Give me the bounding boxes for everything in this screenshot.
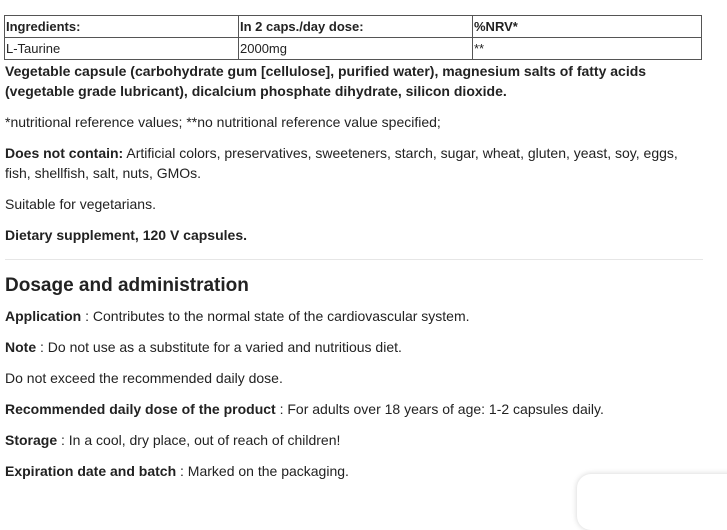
storage-label: Storage: [5, 432, 58, 448]
note-text: : Do not use as a substitute for a varied and nutritious diet.: [36, 339, 402, 355]
table-cell-dose: 2000mg: [239, 38, 473, 60]
recommended-dose-line: [5, 399, 703, 419]
table-header-row: [5, 16, 702, 38]
table-header-dose: In 2 caps./day dose:: [239, 16, 473, 38]
dosage-heading: Dosage and administration: [5, 275, 249, 296]
table-row: [5, 38, 702, 60]
expiration-label: Expiration date and batch: [5, 463, 177, 479]
table-cell-nrv: **: [473, 38, 702, 60]
vegetarian-note: Suitable for vegetarians.: [5, 196, 156, 212]
application-text: : Contributes to the normal state of the cardiovascular system.: [81, 308, 470, 324]
note-label: Note: [5, 339, 37, 355]
table-header-nrv: %NRV*: [473, 16, 702, 38]
does-not-contain-text: Artificial colors, preservatives, sweeteners, starch, sugar, wheat, gluten, yeast, soy, eggs, fish, shellfish, salt, nuts, GMOs.: [5, 145, 678, 181]
does-not-contain: [5, 143, 703, 183]
floating-widget-edge[interactable]: [577, 474, 727, 530]
nrv-footnote: *nutritional reference values; **no nutritional reference value specified;: [5, 114, 441, 130]
storage-text: : In a cool, dry place, out of reach of children!: [57, 432, 341, 448]
does-not-contain-label: Does not contain:: [5, 145, 124, 161]
application-line: [5, 306, 703, 326]
table-cell-ingredient: L-Taurine: [5, 38, 239, 60]
expiration-text: : Marked on the packaging.: [176, 463, 349, 479]
application-label: Application: [5, 308, 82, 324]
table-header-ingredients: Ingredients:: [5, 16, 239, 38]
product-description: [5, 15, 703, 481]
storage-line: [5, 430, 703, 450]
recommended-dose-text: : For adults over 18 years of age: 1-2 capsules daily.: [275, 401, 604, 417]
section-divider: [5, 259, 703, 260]
composition-text: Vegetable capsule (carbohydrate gum [cellulose], purified water), magnesium salts of fatty acids (vegetable grade lubricant), dicalcium phosphate dihydrate, silicon dioxide.: [5, 63, 647, 99]
do-not-exceed-line: Do not exceed the recommended daily dose.: [5, 370, 283, 386]
supplement-note: Dietary supplement, 120 V capsules.: [5, 227, 247, 243]
recommended-dose-label: Recommended daily dose of the product: [5, 401, 276, 417]
ingredients-table: [4, 15, 702, 60]
note-line: [5, 337, 703, 357]
